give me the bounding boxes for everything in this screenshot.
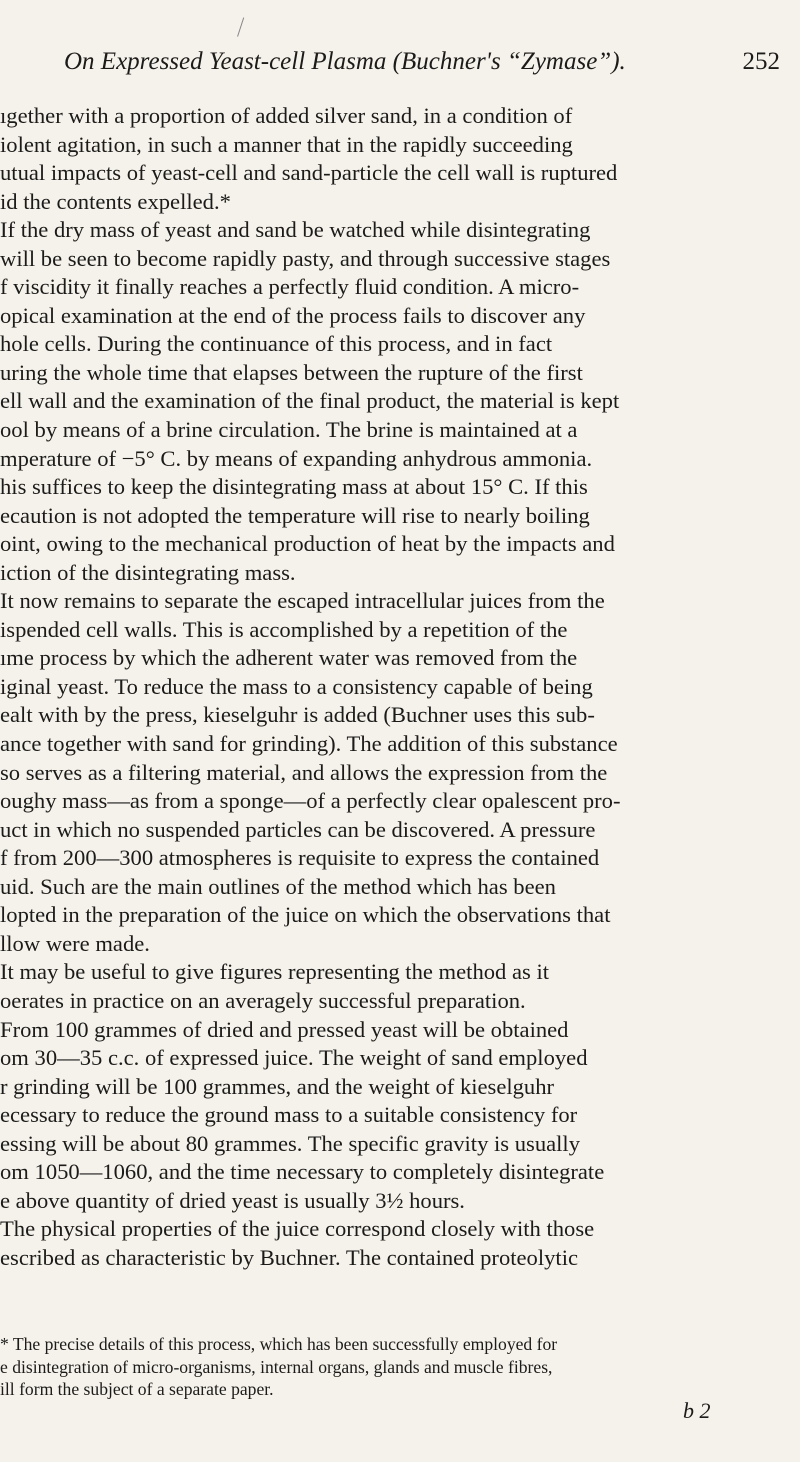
body-text-line: ell wall and the examination of the final product, the material is kept [0, 388, 620, 414]
body-text-line: It now remains to separate the escaped intracellular juices from the [0, 588, 605, 614]
body-text-line: ance together with sand for grinding). The addition of this substance [0, 731, 618, 757]
body-text-line: will be seen to become rapidly pasty, and through successive stages [0, 245, 611, 271]
body-text-line: oerates in practice on an averagely successful preparation. [0, 987, 526, 1013]
footnote-line: e disintegration of micro-organisms, internal organs, glands and muscle fibres, [0, 1356, 553, 1377]
body-text-line: ıgether with a proportion of added silver sand, in a condition of [0, 103, 573, 128]
body-text-line: r grinding will be 100 grammes, and the weight of kieselguhr [0, 1073, 555, 1099]
body-text-line: e above quantity of dried yeast is usually 3½ hours. [0, 1187, 465, 1213]
footnotes [0, 1333, 786, 1401]
body-text-line: ıme process by which the adherent water was removed from the [0, 645, 578, 671]
body-text-line: lopted in the preparation of the juice on which the observations that [0, 902, 611, 928]
body-text-line: om 30—35 c.c. of expressed juice. The weight of sand employed [0, 1045, 588, 1071]
body-text-line: ecaution is not adopted the temperature will rise to nearly boiling [0, 502, 590, 528]
body-text-line: oint, owing to the mechanical production of heat by the impacts and [0, 531, 615, 557]
body-text-line: llow were made. [0, 930, 150, 956]
signature-mark: b 2 [683, 1398, 711, 1423]
body-text-line: f from 200—300 atmospheres is requisite to express the contained [0, 845, 600, 871]
body-text-line: utual impacts of yeast-cell and sand-particle the cell wall is ruptured [0, 160, 618, 186]
body-text-line: iolent agitation, in such a manner that in the rapidly succeeding [0, 131, 573, 157]
body-text-line: ispended cell walls. This is accomplished by a repetition of the [0, 616, 568, 642]
body-text-line: It may be useful to give figures representing the method as it [0, 959, 550, 985]
body-text-line: opical examination at the end of the process fails to discover any [0, 302, 586, 328]
pencil-mark [237, 17, 250, 38]
body-text-line: f viscidity it finally reaches a perfectly fluid condition. A micro- [0, 274, 580, 300]
body-text-line: If the dry mass of yeast and sand be watched while disintegrating [0, 217, 591, 243]
body-text-line: escribed as characteristic by Buchner. The contained proteolytic [0, 1244, 579, 1270]
body-text-line: om 1050—1060, and the time necessary to completely disintegrate [0, 1159, 605, 1185]
body-text [0, 102, 786, 1272]
body-text-line: so serves as a filtering material, and allows the expression from the [0, 759, 608, 785]
footnote-line: * The precise details of this process, which has been successfully employed for [0, 1334, 558, 1354]
body-text-line: his suffices to keep the disintegrating mass at about 15° C. If this [0, 474, 588, 500]
body-text-line: id the contents expelled.* [0, 188, 231, 214]
body-text-line: iction of the disintegrating mass. [0, 559, 296, 585]
body-text-line: The physical properties of the juice correspond closely with those [0, 1216, 595, 1242]
body-text-line: ool by means of a brine circulation. The brine is maintained at a [0, 417, 578, 443]
running-head-title: On Expressed Yeast-cell Plasma (Buchner's “Zymase”). [64, 48, 626, 75]
page-number: 252 [742, 48, 780, 75]
body-text-line: mperature of −5° C. by means of expanding anhydrous ammonia. [0, 445, 593, 471]
footnote-line: ill form the subject of a separate paper. [0, 1379, 274, 1399]
body-text-line: essing will be about 80 grammes. The specific gravity is usually [0, 1130, 581, 1156]
body-text-line: uring the whole time that elapses between the rupture of the first [0, 359, 583, 385]
body-text-line: oughy mass—as from a sponge—of a perfectly clear opalescent pro- [0, 788, 621, 814]
body-text-line: From 100 grammes of dried and pressed yeast will be obtained [0, 1016, 569, 1042]
body-text-line: ecessary to reduce the ground mass to a suitable consistency for [0, 1102, 578, 1128]
body-text-line: iginal yeast. To reduce the mass to a consistency capable of being [0, 673, 593, 699]
body-text-line: uct in which no suspended particles can be discovered. A pressure [0, 816, 596, 842]
body-text-line: ealt with by the press, kieselguhr is added (Buchner uses this sub- [0, 702, 595, 728]
body-text-line: uid. Such are the main outlines of the method which has been [0, 873, 556, 899]
body-text-line: hole cells. During the continuance of this process, and in fact [0, 331, 553, 357]
